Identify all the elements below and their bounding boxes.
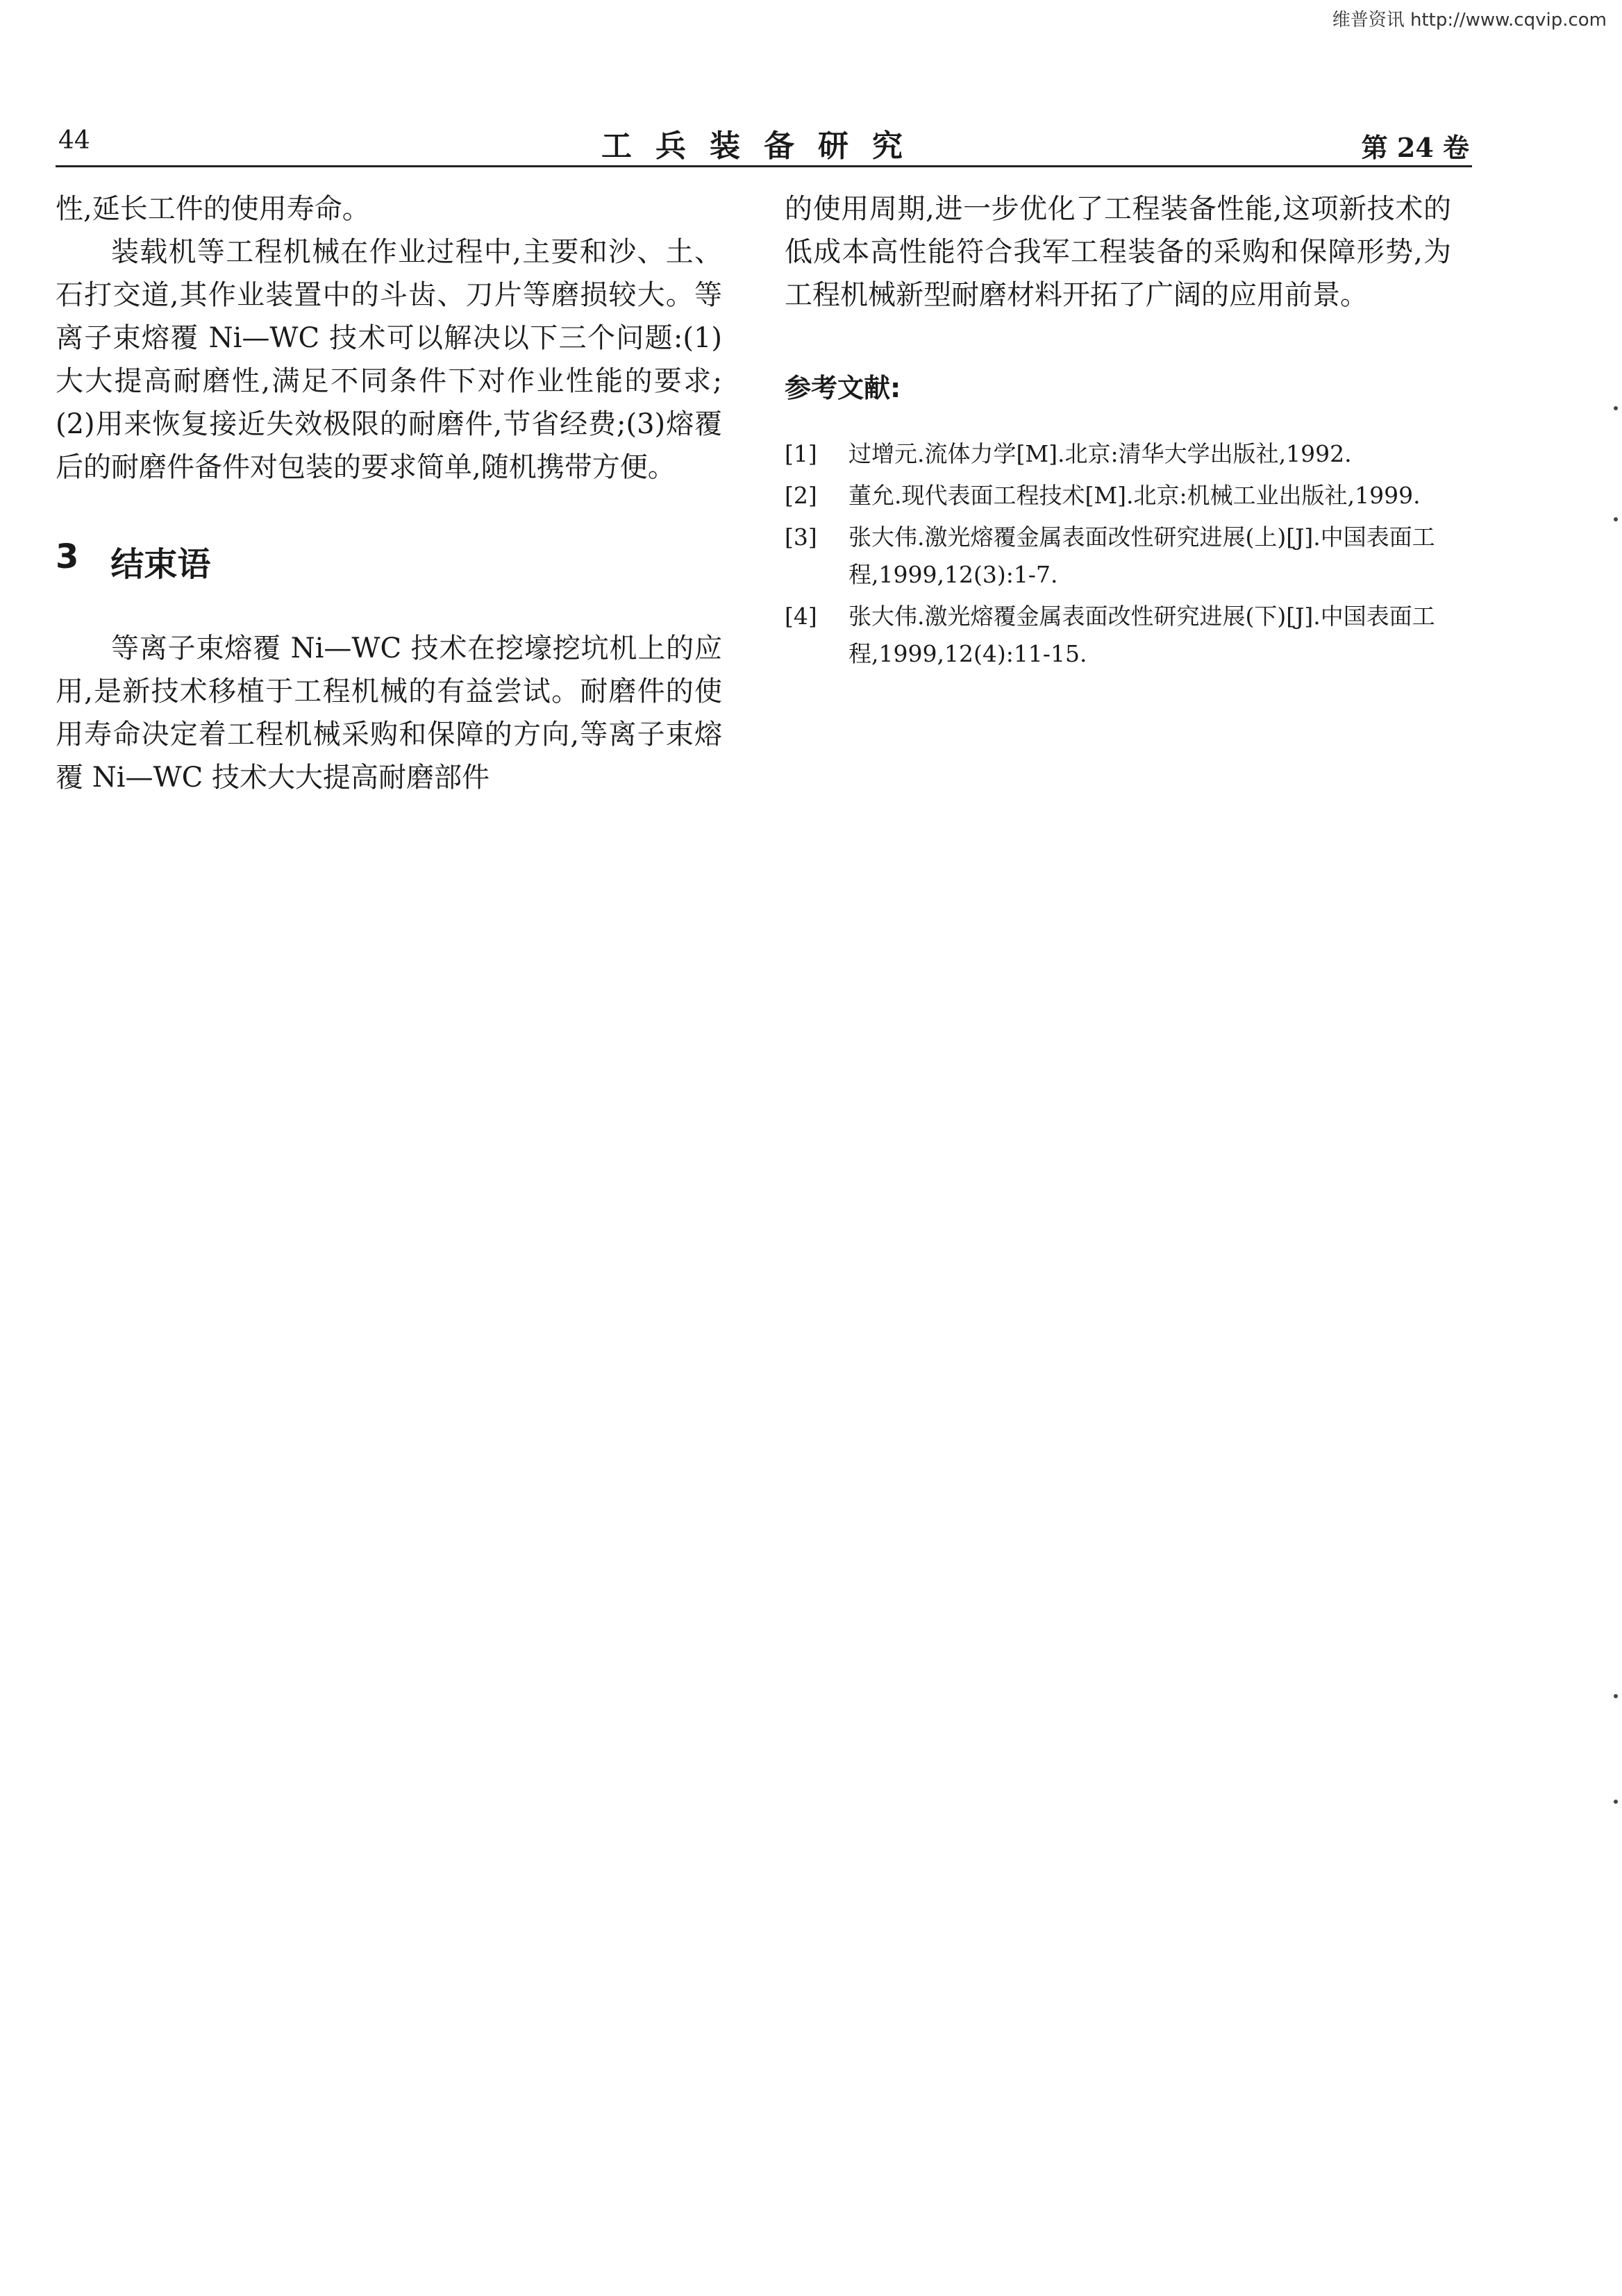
reference-label: [4] <box>785 603 817 630</box>
section-heading-conclusion <box>56 537 722 585</box>
paragraph-continuation: 性,延长工件的使用寿命。 <box>56 193 370 225</box>
volume-label: 第 24 卷 <box>1361 132 1469 163</box>
journal-title: 工兵装备研究 <box>601 128 926 164</box>
reference-label: [3] <box>785 523 817 551</box>
reference-text: 张大伟.激光熔覆金属表面改性研究进展(上)[J].中国表面工程,1999,12(3):1-7. <box>848 523 1435 588</box>
watermark-text: 维普资讯 http://www.cqvip.com <box>1332 10 1607 31</box>
right-column <box>785 187 1451 677</box>
reference-text: 董允.现代表面工程技术[M].北京:机械工业出版社,1999. <box>848 482 1421 509</box>
reference-text: 张大伟.激光熔覆金属表面改性研究进展(下)[J].中国表面工程,1999,12(4):11-15. <box>848 603 1435 667</box>
references-heading: 参考文献: <box>785 373 901 403</box>
reference-item <box>785 435 1451 473</box>
reference-label: [2] <box>785 482 817 509</box>
paragraph-conclusion: 等离子束熔覆 Ni—WC 技术在挖壕挖坑机上的应用,是新技术移植于工程机械的有益尝试。耐磨件的使用寿命决定着工程机械采购和保障的方向,等离子束熔覆 Ni—WC 技术大大提高耐磨部件 <box>56 632 722 794</box>
scan-mark <box>1614 517 1618 521</box>
reference-item <box>785 519 1451 594</box>
scan-mark <box>1614 1800 1618 1804</box>
left-column <box>56 187 722 799</box>
scan-mark <box>1614 1694 1618 1698</box>
paragraph-wear-parts: 装载机等工程机械在作业过程中,主要和沙、土、石打交道,其作业装置中的斗齿、刀片等磨损较大。等离子束熔覆 Ni—WC 技术可以解决以下三个问题:(1)大大提高耐磨性,满足不同条件下对作业性能的要求;(2)用来恢复接近失效极限的耐磨件,节省经费;(3)熔覆后的耐磨件备件对包装的要求简单,随机携带方便。 <box>56 236 722 483</box>
scan-mark <box>1614 406 1618 410</box>
paragraph-conclusion-continued: 的使用周期,进一步优化了工程装备性能,这项新技术的低成本高性能符合我军工程装备的采购和保障形势,为工程机械新型耐磨材料开拓了广阔的应用前景。 <box>785 193 1451 311</box>
section-title: 结束语 <box>110 545 211 584</box>
reference-text: 过增元.流体力学[M].北京:清华大学出版社,1992. <box>848 440 1352 467</box>
reference-item <box>785 598 1451 673</box>
page-number: 44 <box>58 126 90 155</box>
running-header <box>56 117 1472 167</box>
reference-label: [1] <box>785 440 817 467</box>
section-number: 3 <box>56 537 79 576</box>
reference-item <box>785 477 1451 514</box>
